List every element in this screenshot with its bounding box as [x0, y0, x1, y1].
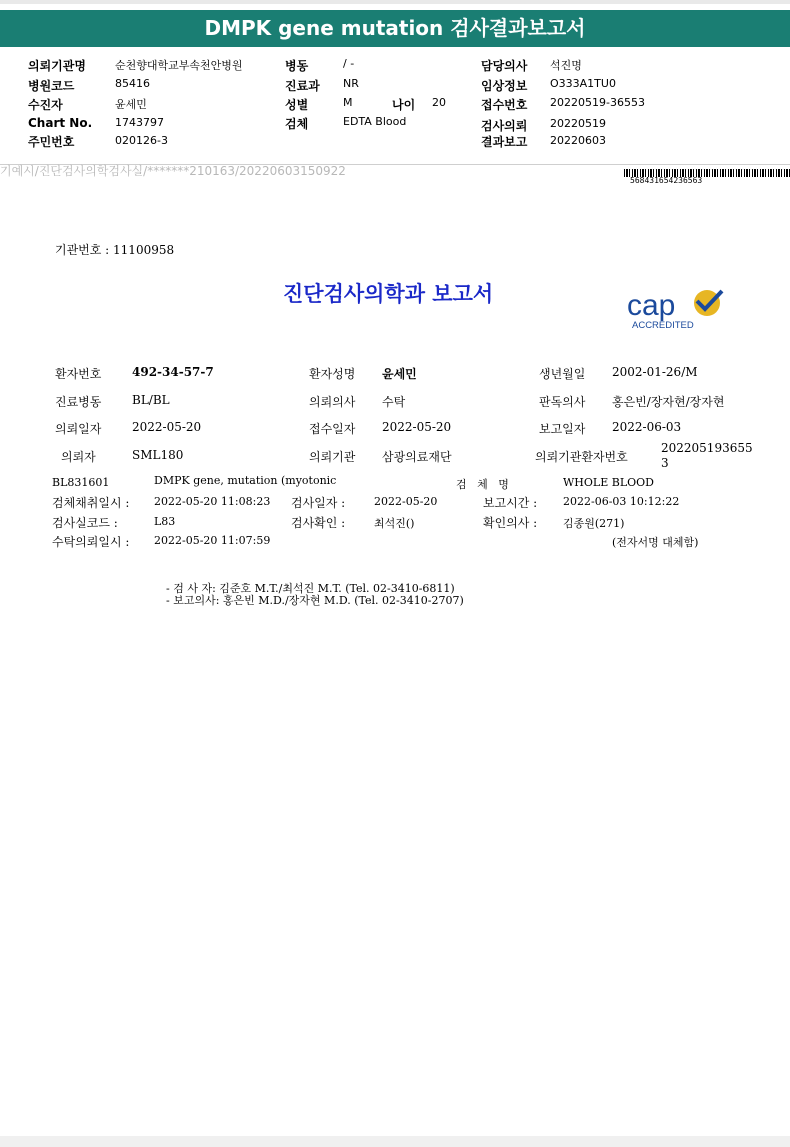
- label-receipt-number: 접수번호: [481, 98, 528, 112]
- value-ward: / -: [343, 57, 355, 70]
- field-value-ward: BL/BL: [132, 393, 170, 407]
- value-test-request: 20220519: [550, 117, 606, 130]
- specimen-value: WHOLE BLOOD: [563, 476, 654, 489]
- field-label-receipt-date: 접수일자: [309, 422, 356, 436]
- detail-value-test-confirm: 최석진(): [374, 517, 415, 530]
- label-department: 진료과: [285, 79, 320, 93]
- report-header-title: DMPK gene mutation 검사결과보고서: [0, 10, 790, 47]
- test-name: DMPK gene, mutation (myotonic: [154, 474, 337, 487]
- value-attending-doctor: 석진명: [550, 59, 582, 72]
- field-value-requesting-doctor: 수탁: [382, 395, 406, 409]
- bottom-edge: [0, 1136, 790, 1147]
- field-value-birthdate: 2002-01-26/M: [612, 365, 698, 379]
- detail-label-report-time: 보고시간 :: [483, 496, 538, 510]
- document-path-text: 기예시/진단검사의학검사실/*******210163/20220603150922: [0, 164, 346, 178]
- field-label-ward: 진료병동: [55, 395, 102, 409]
- header-info-panel: [0, 47, 790, 165]
- field-value-request-date: 2022-05-20: [132, 420, 202, 434]
- field-value-patient-no: 492-34-57-7: [132, 365, 214, 379]
- cap-accredited-logo: [623, 285, 733, 335]
- detail-value-confirm-doctor: 김종원(271): [563, 517, 625, 530]
- detail-value-collection-time: 2022-05-20 11:08:23: [154, 495, 271, 508]
- field-label-request-date: 의뢰일자: [55, 422, 102, 436]
- detail-value-lab-code: L83: [154, 515, 176, 528]
- barcode-number: 568431654236563: [630, 176, 703, 185]
- field-value-requesting-agency: 삼광의료재단: [382, 450, 452, 464]
- field-label-patient-no: 환자번호: [55, 367, 102, 381]
- detail-label-confirm-doctor: 확인의사 :: [483, 516, 538, 530]
- value-requesting-institution: 순천향대학교부속천안병원: [115, 59, 243, 72]
- label-chart-no: Chart No.: [28, 116, 93, 130]
- field-label-requesting-doctor: 의뢰의사: [309, 395, 356, 409]
- value-receipt-number: 20220519-36553: [550, 96, 645, 109]
- label-attending-doctor: 담당의사: [481, 59, 528, 73]
- field-label-requester: 의뢰자: [61, 450, 96, 464]
- label-hospital-code: 병원코드: [28, 79, 75, 93]
- cap-accredited-text: ACCREDITED: [632, 320, 694, 331]
- detail-value-test-date: 2022-05-20: [374, 495, 438, 508]
- label-age: 나이: [392, 98, 416, 112]
- agency-number: 기관번호 : 11100958: [55, 243, 175, 257]
- detail-value-consign-time: 2022-05-20 11:07:59: [154, 534, 271, 547]
- label-resident-number: 주민번호: [28, 135, 75, 149]
- field-label-agency-patient-no: 의뢰기관환자번호: [535, 450, 628, 464]
- label-ward: 병동: [285, 59, 309, 73]
- label-requesting-institution: 의뢰기관명: [28, 59, 86, 73]
- report-title: 진단검사의학과 보고서: [283, 281, 494, 306]
- cap-logo-text: cap: [627, 289, 676, 322]
- reporter-line: - 보고의사: 홍은빈 M.D./장자현 M.D. (Tel. 02-3410-2707): [166, 594, 464, 607]
- field-label-requesting-agency: 의뢰기관: [309, 450, 356, 464]
- field-value-receipt-date: 2022-05-20: [382, 420, 452, 434]
- test-code: BL831601: [52, 476, 110, 489]
- value-sex: M: [343, 96, 353, 109]
- field-value-agency-patient-no-cont: 3: [661, 456, 669, 470]
- detail-value-report-time: 2022-06-03 10:12:22: [563, 495, 680, 508]
- detail-label-lab-code: 검사실코드 :: [52, 516, 118, 530]
- field-value-agency-patient-no: 202205193655: [661, 441, 753, 455]
- detail-label-consign-time: 수탁의뢰일시 :: [52, 535, 130, 549]
- value-clinical-info: O333A1TU0: [550, 77, 616, 90]
- value-specimen: EDTA Blood: [343, 115, 407, 128]
- label-result-report: 결과보고: [481, 135, 528, 149]
- value-chart-no: 1743797: [115, 116, 164, 129]
- label-test-request: 검사의뢰: [481, 119, 528, 133]
- value-resident-number: 020126-3: [115, 134, 168, 147]
- field-label-reading-doctor: 판독의사: [539, 395, 586, 409]
- detail-label-test-confirm: 검사확인 :: [291, 516, 346, 530]
- label-specimen: 검체: [285, 117, 309, 131]
- value-result-report: 20220603: [550, 134, 606, 147]
- e-signature-note: (전자서명 대체함): [612, 536, 699, 549]
- label-clinical-info: 임상정보: [481, 79, 528, 93]
- specimen-label: 검 체 명: [456, 478, 509, 491]
- field-label-patient-name: 환자성명: [309, 367, 356, 381]
- detail-label-collection-time: 검체채취일시 :: [52, 496, 130, 510]
- value-patient: 윤세민: [115, 98, 147, 111]
- top-edge: [0, 0, 790, 4]
- field-value-report-date: 2022-06-03: [612, 420, 682, 434]
- value-age: 20: [432, 96, 446, 109]
- value-department: NR: [343, 77, 359, 90]
- examiner-line: - 검 사 자: 김준호 M.T./최석진 M.T. (Tel. 02-3410-6811): [166, 582, 455, 595]
- detail-label-test-date: 검사일자 :: [291, 496, 346, 510]
- field-label-birthdate: 생년월일: [539, 367, 586, 381]
- field-value-patient-name: 윤세민: [382, 367, 417, 381]
- label-sex: 성별: [285, 98, 309, 112]
- field-value-requester: SML180: [132, 448, 184, 462]
- field-value-reading-doctor: 홍은빈/장자현/장자현: [612, 395, 725, 409]
- label-patient: 수진자: [28, 98, 63, 112]
- value-hospital-code: 85416: [115, 77, 150, 90]
- field-label-report-date: 보고일자: [539, 422, 586, 436]
